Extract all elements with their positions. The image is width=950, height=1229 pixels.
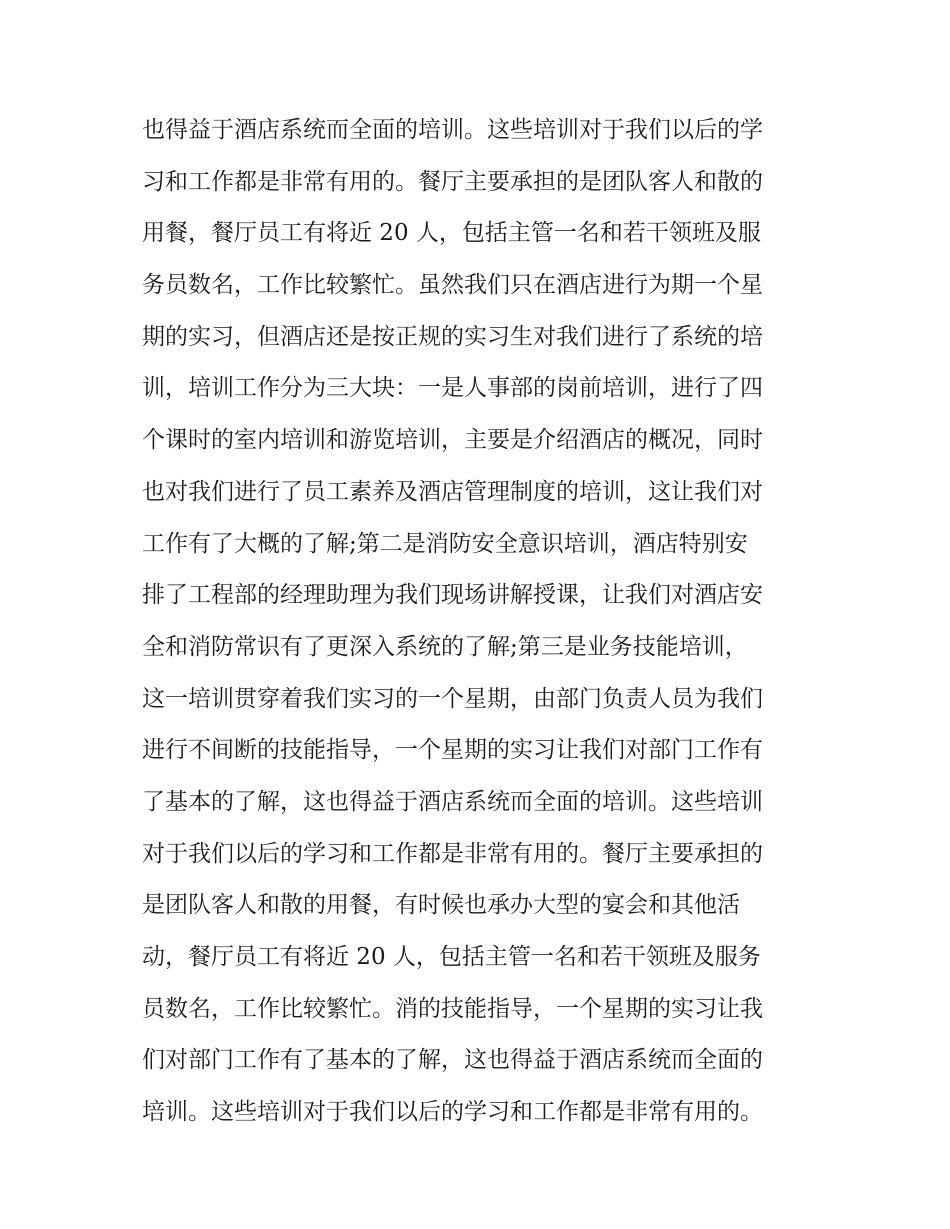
- text-line: 训，培训工作分为三大块：一是人事部的岗前培训，进行了四: [142, 375, 763, 402]
- text-line: 培训。这些培训对于我们以后的学习和工作都是非常有用的。: [142, 1099, 763, 1126]
- text-line: 务员数名，工作比较繁忙。虽然我们只在酒店进行为期一个星: [142, 272, 763, 299]
- body-paragraph: [142, 105, 822, 1139]
- text-line: 进行不间断的技能指导，一个星期的实习让我们对部门工作有: [142, 737, 763, 764]
- text-line: 动，餐厅员工有将近 20 人，包括主管一名和若干领班及服务: [142, 944, 761, 970]
- text-line: 期的实习，但酒店还是按正规的实习生对我们进行了系统的培: [142, 323, 763, 350]
- text-line: 个课时的室内培训和游览培训，主要是介绍酒店的概况，同时: [142, 427, 763, 454]
- text-line: 排了工程部的经理助理为我们现场讲解授课，让我们对酒店安: [142, 582, 763, 609]
- text-line: 们对部门工作有了基本的了解，这也得益于酒店系统而全面的: [142, 1047, 763, 1074]
- text-line: 也对我们进行了员工素养及酒店管理制度的培训，这让我们对: [142, 478, 763, 505]
- text-line: 全和消防常识有了更深入系统的了解;第三是业务技能培训，: [142, 633, 748, 660]
- text-line: 习和工作都是非常有用的。餐厅主要承担的是团队客人和散的: [142, 168, 763, 195]
- text-line: 对于我们以后的学习和工作都是非常有用的。餐厅主要承担的: [142, 840, 763, 867]
- text-line: 工作有了大概的了解;第二是消防安全意识培训，酒店特别安: [142, 530, 748, 557]
- text-line: 用餐，餐厅员工有将近 20 人，包括主管一名和若干领班及服: [142, 220, 761, 247]
- text-line: 员数名，工作比较繁忙。消的技能指导，一个星期的实习让我: [142, 995, 763, 1022]
- text-line: 是团队客人和散的用餐，有时候也承办大型的宴会和其他活: [142, 892, 740, 919]
- text-line: 也得益于酒店系统而全面的培训。这些培训对于我们以后的学: [142, 117, 763, 143]
- text-line: 了基本的了解，这也得益于酒店系统而全面的培训。这些培训: [142, 788, 763, 815]
- text-line: 这一培训贯穿着我们实习的一个星期，由部门负责人员为我们: [142, 685, 763, 712]
